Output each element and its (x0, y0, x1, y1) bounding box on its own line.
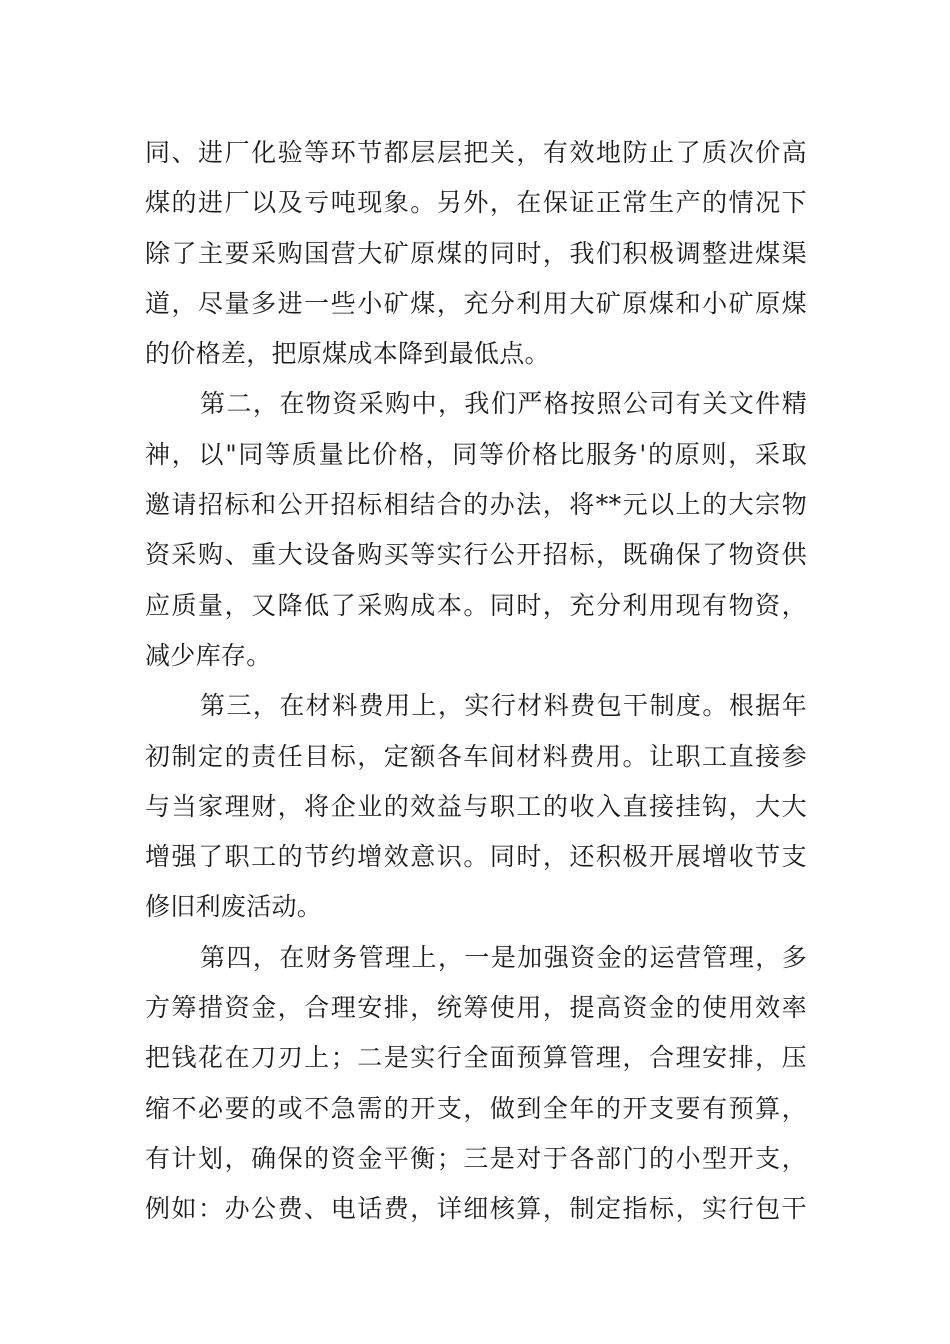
text-line: 邀请招标和公开招标相结合的办法，将**元以上的大宗物 (145, 490, 807, 520)
text-line: 初制定的责任目标，定额各车间材料费用。让职工直接参 (145, 741, 807, 771)
paragraph-3 (145, 681, 807, 932)
paragraph-1 (145, 128, 807, 379)
text-line: 第三，在材料费用上，实行材料费包干制度。根据年 (200, 691, 807, 721)
text-line: 资采购、重大设备购买等实行公开招标，既确保了物资供 (145, 540, 807, 570)
text-line: 增强了职工的节约增效意识。同时，还积极开展增收节支 (145, 842, 807, 872)
document-body (145, 128, 807, 1235)
text-line: 的价格差，把原煤成本降到最低点。 (145, 339, 550, 369)
text-line: 缩不必要的或不急需的开支，做到全年的开支要有预算， (145, 1093, 807, 1123)
paragraph-4 (145, 933, 807, 1235)
paragraph-2 (145, 379, 807, 681)
text-line: 减少库存。 (145, 640, 272, 670)
text-line: 把钱花在刀刃上；二是实行全面预算管理，合理安排，压 (145, 1043, 807, 1073)
text-line: 神，以"同等质量比价格，同等价格比服务'的原则，采取 (145, 439, 807, 469)
text-line: 方筹措资金，合理安排，统筹使用，提高资金的使用效率 (145, 993, 807, 1023)
text-line: 第二，在物资采购中，我们严格按照公司有关文件精 (200, 389, 807, 419)
text-line: 与当家理财，将企业的效益与职工的收入直接挂钩，大大 (145, 791, 807, 821)
text-line: 道，尽量多进一些小矿煤，充分利用大矿原煤和小矿原煤 (145, 288, 807, 318)
text-line: 除了主要采购国营大矿原煤的同时，我们积极调整进煤渠 (145, 238, 807, 268)
text-line: 有计划，确保的资金平衡；三是对于各部门的小型开支， (145, 1143, 807, 1173)
text-line: 应质量，又降低了采购成本。同时，充分利用现有物资， (145, 590, 807, 620)
text-line: 例如：办公费、电话费，详细核算，制定指标，实行包干 (145, 1194, 807, 1224)
text-line: 第四，在财务管理上，一是加强资金的运营管理，多 (200, 942, 807, 972)
text-line: 煤的进厂以及亏吨现象。另外，在保证正常生产的情况下 (145, 188, 807, 218)
text-line: 同、进厂化验等环节都层层把关，有效地防止了质次价高 (145, 138, 807, 167)
text-line: 修旧利废活动。 (145, 892, 323, 922)
